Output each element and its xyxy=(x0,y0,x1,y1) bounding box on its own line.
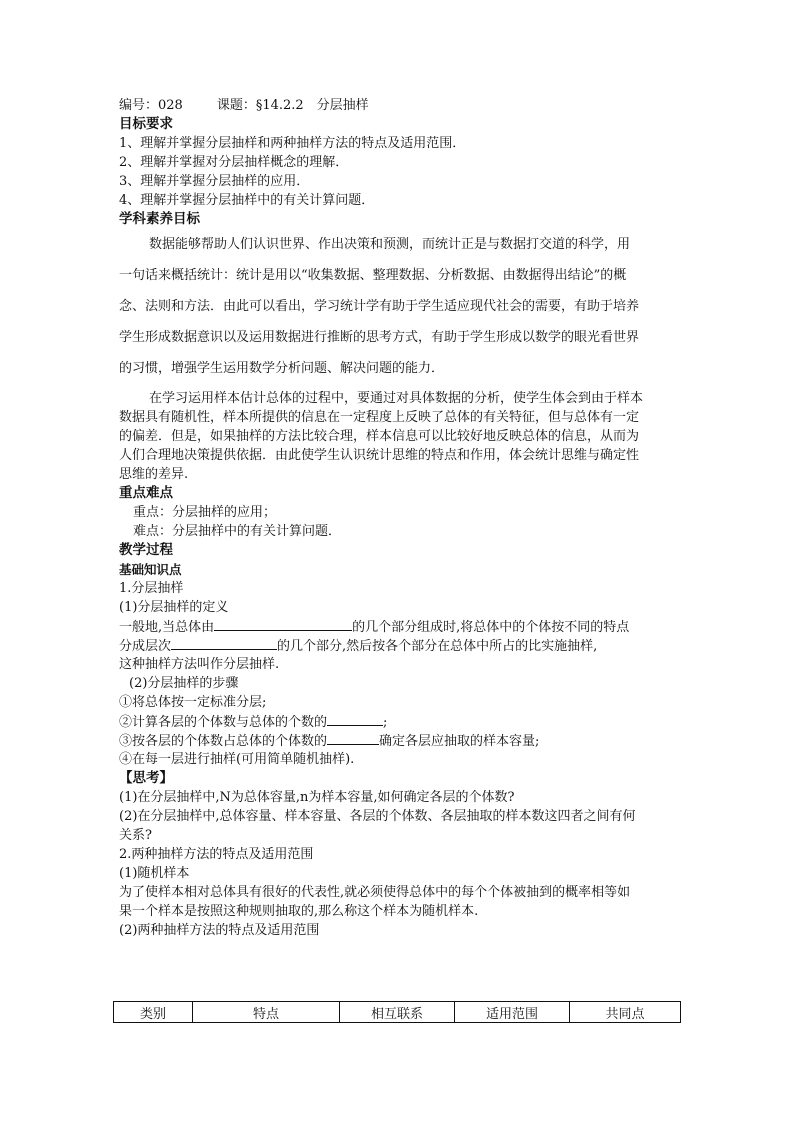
definition-text: 的几个部分,然后按各个部分在总体中所占的比实施抽样, xyxy=(277,639,598,654)
think-question-2: (2)在分层抽样中,总体容量、样本容量、各层的个体数、各层抽取的样本数这四者之间有何 xyxy=(119,809,636,824)
table-header-cell: 共同点 xyxy=(570,1002,681,1023)
keypoints-title: 重点难点 xyxy=(119,485,173,501)
paragraph-line: 数据具有随机性，样本所提供的信息在一定程度上反映了总体的有关特征，但与总体有一定 xyxy=(119,410,640,425)
comparison-table-title: (2)两种抽样方法的特点及适用范围 xyxy=(119,923,320,938)
section-2-title: 2.两种抽样方法的特点及适用范围 xyxy=(119,847,314,862)
think-question-1: (1)在分层抽样中,N为总体容量,n为样本容量,如何确定各层的个体数? xyxy=(119,790,515,805)
literacy-paragraph-2 xyxy=(119,389,684,484)
goal-item: 4、理解并掌握分层抽样中的有关计算问题． xyxy=(119,193,375,208)
random-sample-line-1: 为了使样本相对总体具有很好的代表性,就必须使得总体中的每个个体被抽到的概率相等如 xyxy=(119,885,631,900)
definition-line-3: 这种抽样方法叫作分层抽样. xyxy=(119,657,280,672)
step-text: 确定各层应抽取的样本容量; xyxy=(379,734,540,749)
definition-text: 的几个部分组成时,将总体中的个体按不同的特点 xyxy=(352,620,630,635)
step-text: ; xyxy=(383,715,388,730)
goal-item: 2、理解并掌握对分层抽样概念的理解． xyxy=(119,155,349,170)
step-3 xyxy=(119,731,684,750)
definition-text: 一般地,当总体由 xyxy=(119,620,215,635)
paragraph-line: 的偏差．但是，如果抽样的方法比较合理，样本信息可以比较好地反映总体的信息，从而为 xyxy=(119,429,640,444)
key-point: 重点：分层抽样的应用； xyxy=(133,505,277,520)
fill-blank[interactable] xyxy=(171,636,277,650)
goal-item: 3、理解并掌握分层抽样的应用． xyxy=(119,174,310,189)
think-question-2-cont: 关系? xyxy=(119,828,152,843)
process-subtitle: 基础知识点 xyxy=(119,562,182,577)
section-1-title: 1.分层抽样 xyxy=(119,581,184,596)
step-1: ①将总体按一定标准分层; xyxy=(119,695,267,710)
random-sample-title: (1)随机样本 xyxy=(119,866,190,881)
table-header-cell: 类别 xyxy=(114,1002,193,1023)
table-header-cell: 相互联系 xyxy=(340,1002,455,1023)
step-2 xyxy=(119,712,684,731)
document-body xyxy=(119,96,684,940)
doc-topic: 课题：§14.2.2 分层抽样 xyxy=(216,98,369,113)
step-text: ③按各层的个体数占总体的个体数的 xyxy=(119,734,328,749)
table-header-cell: 适用范围 xyxy=(455,1002,570,1023)
paragraph-line: 学生形成数据意识以及运用数据进行推断的思考方式，有助于学生形成以数学的眼光看世界 xyxy=(119,330,640,345)
paragraph-line: 念、法则和方法．由此可以看出，学习统计学有助于学生适应现代社会的需要，有助于培养 xyxy=(119,299,640,314)
process-title: 教学过程 xyxy=(119,542,173,558)
step-4: ④在每一层进行抽样(可用简单随机抽样). xyxy=(119,752,355,767)
paragraph-line: 思维的差异. xyxy=(119,467,189,482)
paragraph-line: 的习惯，增强学生运用数学分析问题、解决问题的能力． xyxy=(119,361,445,376)
table-header-row xyxy=(114,1002,681,1023)
definition-line-2 xyxy=(119,636,684,655)
doc-number: 编号：028 xyxy=(119,98,183,113)
section-1a-title: (1)分层抽样的定义 xyxy=(119,600,229,615)
paragraph-line: 数据能够帮助人们认识世界、作出决策和预测，而统计正是与数据打交道的科学，用 xyxy=(149,237,631,252)
paragraph-line: 一句话来概括统计：统计是用以“收集数据、整理数据、分析数据、由数据得出结论”的概 xyxy=(119,268,627,283)
section-1b-title: (2)分层抽样的步骤 xyxy=(129,676,239,691)
fill-blank[interactable] xyxy=(214,617,352,631)
fill-blank[interactable] xyxy=(327,731,379,745)
fill-blank[interactable] xyxy=(327,712,383,726)
literacy-title: 学科素养目标 xyxy=(119,211,200,227)
random-sample-line-2: 果一个样本是按照这种规则抽取的,那么称这个样本为随机样本. xyxy=(119,904,479,919)
comparison-table xyxy=(113,1001,681,1023)
paragraph-line: 在学习运用样本估计总体的过程中，要通过对具体数据的分析，使学生体会到由于样本 xyxy=(149,391,644,406)
header xyxy=(119,96,684,115)
literacy-paragraph-1 xyxy=(119,229,684,384)
goals-title: 目标要求 xyxy=(119,116,173,132)
table-header-cell: 特点 xyxy=(193,1002,340,1023)
step-text: ②计算各层的个体数与总体的个数的 xyxy=(119,715,328,730)
definition-line-1 xyxy=(119,617,684,636)
definition-text: 分成层次 xyxy=(119,639,172,654)
paragraph-line: 人们合理地决策提供依据．由此使学生认识统计思维的特点和作用，体会统计思维与确定性 xyxy=(119,448,640,463)
think-title: 【思考】 xyxy=(119,770,173,786)
difficulty-point: 难点：分层抽样中的有关计算问题． xyxy=(133,524,342,539)
goal-item: 1、理解并掌握分层抽样和两种抽样方法的特点及适用范围． xyxy=(119,136,466,151)
